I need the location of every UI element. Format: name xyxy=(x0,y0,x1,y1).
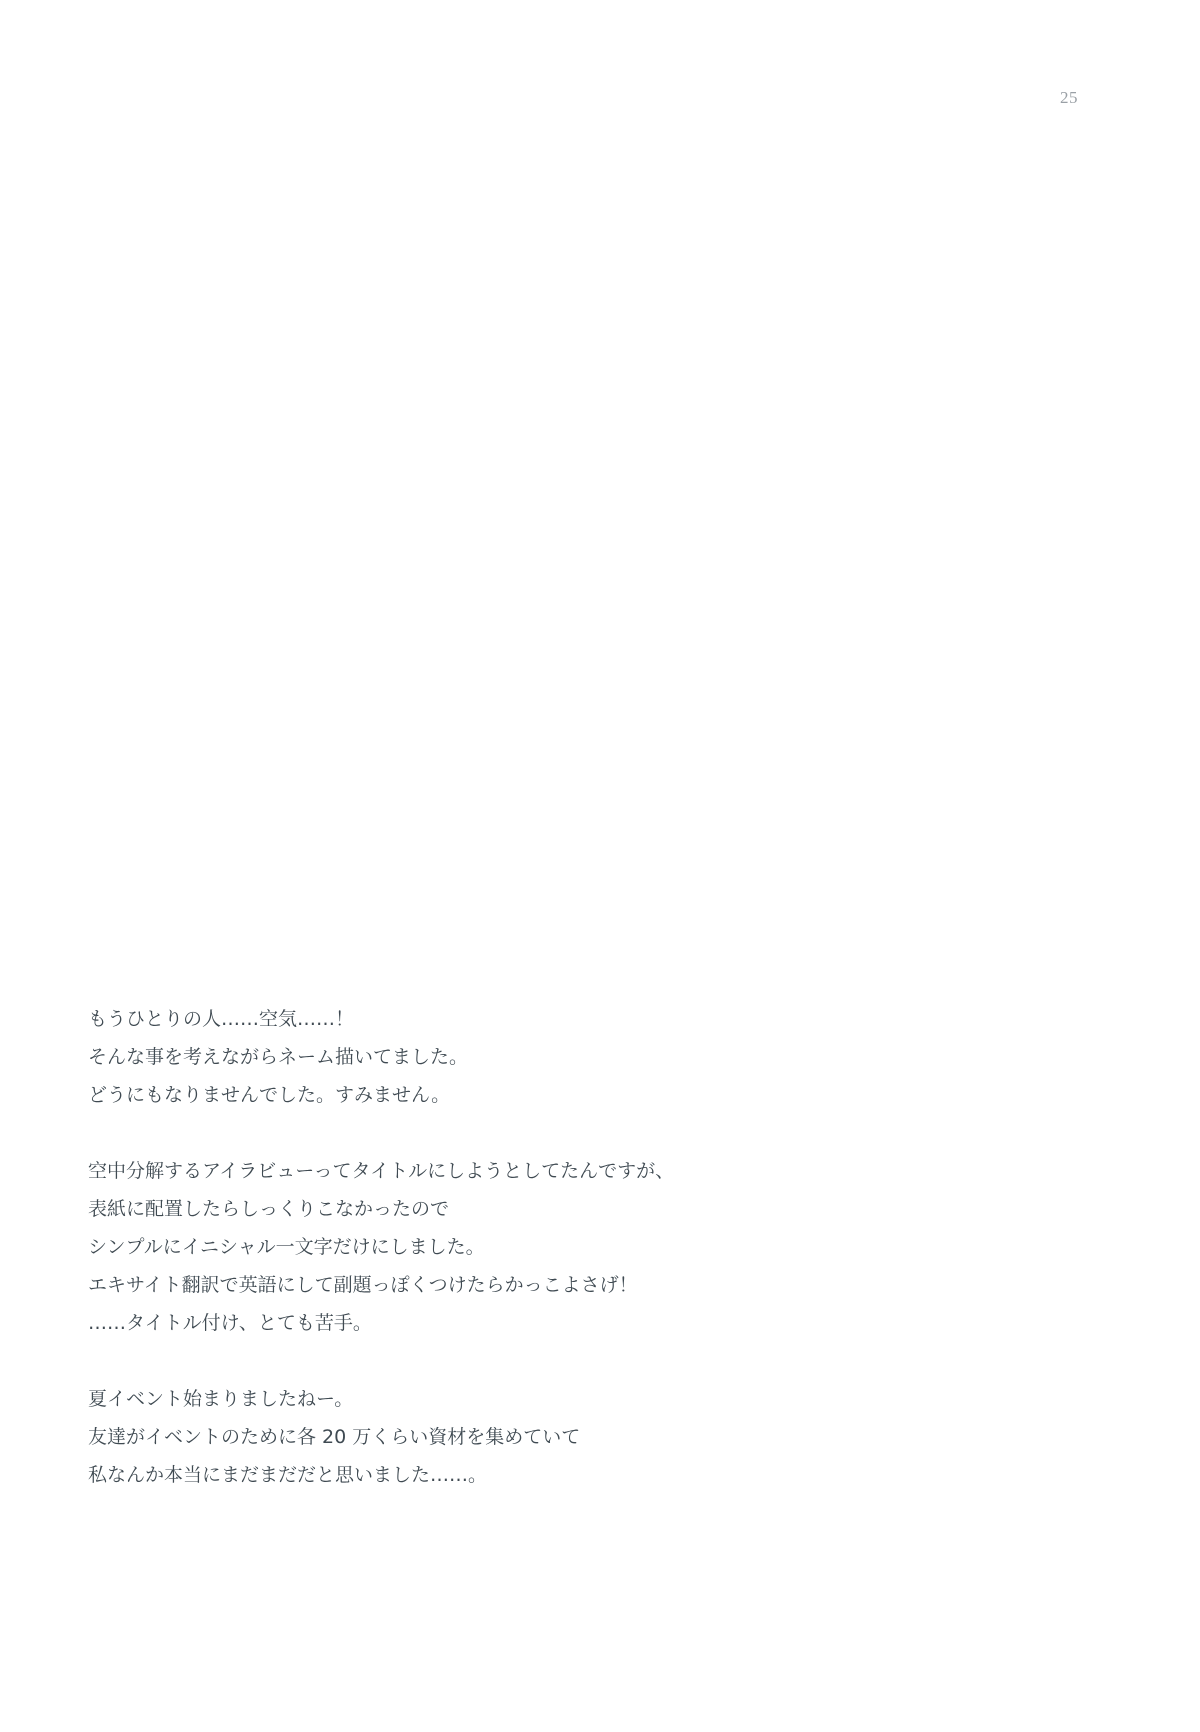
text-line: ……タイトル付け、とても苦手。 xyxy=(88,1312,372,1334)
text-line: そんな事を考えながらネーム描いてました。 xyxy=(88,1046,469,1068)
text-line: 表紙に配置したらしっくりこなかったので xyxy=(88,1198,450,1220)
paragraph xyxy=(88,1152,988,1342)
text-line: 夏イベント始まりましたねー。 xyxy=(88,1388,354,1410)
text-line: もうひとりの人……空気……！ xyxy=(88,1008,355,1030)
text-line: エキサイト翻訳で英語にして副題っぽくつけたらかっこよさげ！ xyxy=(88,1274,638,1296)
afterword-text-block xyxy=(88,1000,988,1494)
text-line: 空中分解するアイラビューってタイトルにしようとしてたんですが、 xyxy=(88,1160,675,1182)
paragraph xyxy=(88,1000,988,1114)
text-line: どうにもなりませんでした。すみません。 xyxy=(88,1084,451,1106)
page-number: 25 xyxy=(1060,88,1078,107)
paragraph xyxy=(88,1380,988,1494)
text-line: 私なんか本当にまだまだだと思いました……。 xyxy=(88,1464,488,1486)
text-line: 友達がイベントのために各 20 万くらい資材を集めていて xyxy=(88,1426,581,1448)
text-line: シンプルにイニシャル一文字だけにしました。 xyxy=(88,1236,485,1258)
